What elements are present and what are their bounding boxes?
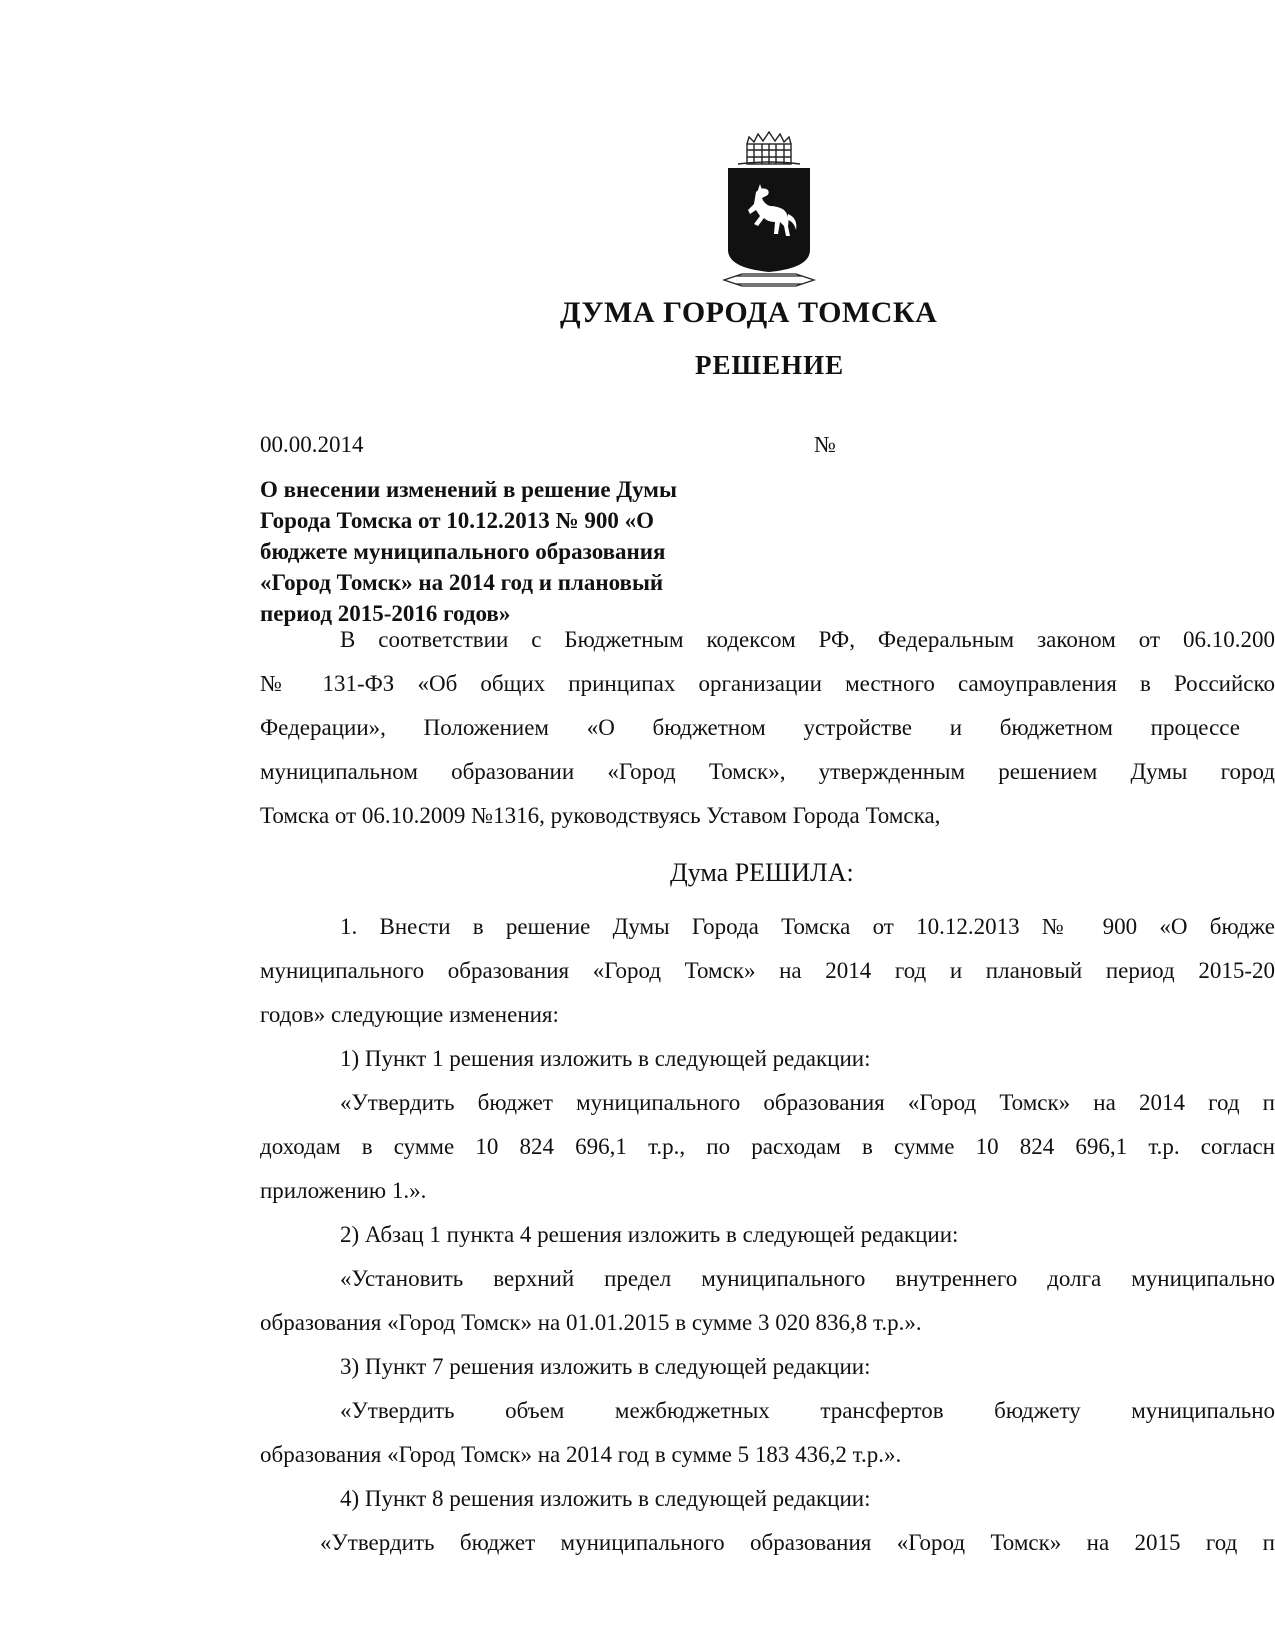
item-line: приложению 1.». (260, 1178, 427, 1203)
item-line: «Утвердить объем межбюджетных трансфертов бюджету муниципально (340, 1398, 1275, 1423)
item-line: 1. Внести в решение Думы Города Томска от 10.12.2013 № 900 «О бюдже (340, 914, 1275, 939)
subject-line: О внесении изменений в решение Думы (260, 477, 677, 502)
item-line: образования «Город Томск» на 01.01.2015 в сумме 3 020 836,8 т.р.». (260, 1310, 922, 1335)
document-subject (260, 474, 780, 629)
item-line: 4) Пункт 8 решения изложить в следующей редакции: (340, 1486, 871, 1511)
item-line: «Установить верхний предел муниципального внутреннего долга муниципально (340, 1266, 1275, 1291)
item-line: «Утвердить бюджет муниципального образования «Город Томск» на 2014 год п (340, 1090, 1275, 1115)
item-line: 2) Абзац 1 пункта 4 решения изложить в следующей редакции: (340, 1222, 959, 1247)
subject-line: «Город Томск» на 2014 год и плановый (260, 570, 664, 595)
item-line: «Утвердить бюджет муниципального образования «Город Томск» на 2015 год п (320, 1530, 1275, 1555)
organization-title: ДУМА ГОРОДА ТОМСКА (560, 296, 938, 329)
document-type-title: РЕШЕНИЕ (695, 350, 845, 380)
item-line: годов» следующие изменения: (260, 1002, 559, 1027)
item-line: 1) Пункт 1 решения изложить в следующей редакции: (340, 1046, 871, 1071)
resolution-heading: Дума РЕШИЛА: (670, 858, 854, 887)
preamble-line: муниципальном образовании «Город Томск», утвержденным решением Думы город (260, 759, 1275, 784)
coat-of-arms-emblem (718, 130, 820, 298)
subject-line: Города Томска от 10.12.2013 № 900 «О (260, 508, 655, 533)
item-line: доходам в сумме 10 824 696,1 т.р., по расходам в сумме 10 824 696,1 т.р. согласн (260, 1134, 1275, 1159)
item-line: 3) Пункт 7 решения изложить в следующей редакции: (340, 1354, 871, 1379)
preamble-line: Федерации», Положением «О бюджетном устройстве и бюджетном процессе (260, 715, 1240, 740)
item-line: образования «Город Томск» на 2014 год в сумме 5 183 436,2 т.р.». (260, 1442, 902, 1467)
document-number-sign: № (814, 432, 836, 457)
preamble-line: В соответствии с Бюджетным кодексом РФ, Федеральным законом от 06.10.200 (340, 627, 1275, 652)
preamble-line: Томска от 06.10.2009 №1316, руководствуясь Уставом Города Томска, (260, 803, 941, 828)
subject-line: период 2015-2016 годов» (260, 601, 511, 626)
subject-line: бюджете муниципального образования (260, 539, 666, 564)
document-date: 00.00.2014 (260, 432, 364, 457)
item-line: муниципального образования «Город Томск» на 2014 год и плановый период 2015-20 (260, 958, 1275, 983)
preamble-line: № 131-ФЗ «Об общих принципах организации местного самоуправления в Российско (260, 671, 1275, 696)
